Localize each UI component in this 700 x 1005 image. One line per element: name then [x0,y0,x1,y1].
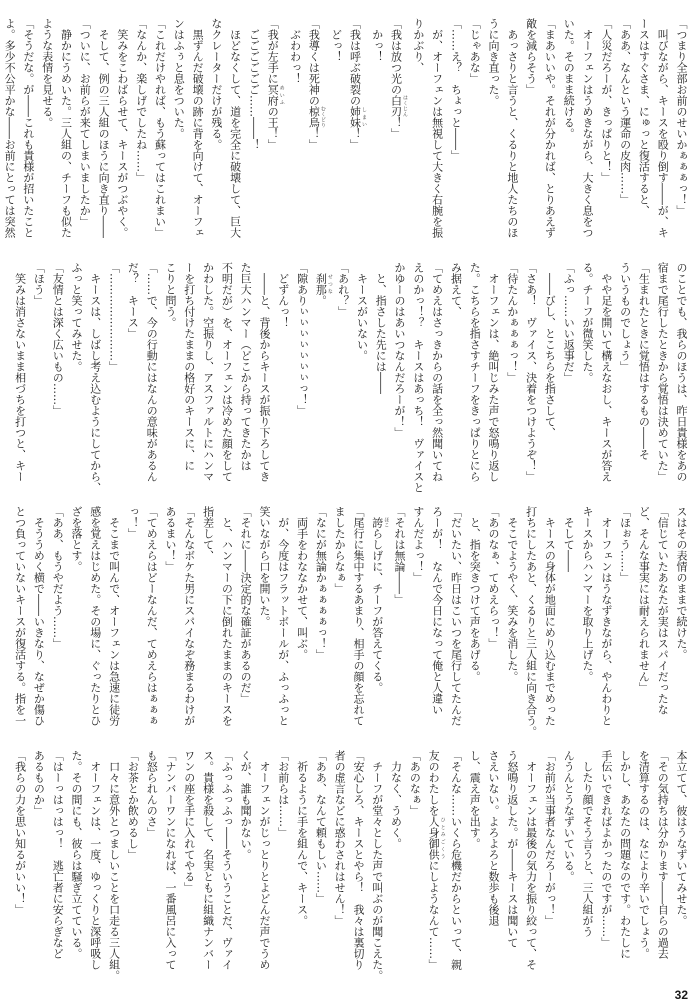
text-column: んうんとうなずいている。 [562,750,576,882]
text-column: 「ふっふっふっ――そういうことだ、ヴァイ [220,750,234,970]
text-column: ースはすぐさま、にゅっと復活すると、 [637,18,651,216]
text-column: そこまで叫んで、オーフェンは急速に徒労 [107,506,121,726]
text-column: 「我らの力を思い知るがいい！」 [13,750,27,915]
text-column: オーフェンは、一度、ゆっくりと深呼吸し [88,750,102,970]
ruby-word [314,273,333,295]
text-column: あるものか」 [32,750,46,816]
text-tier-3 [10,506,690,740]
ruby-reading: むくどり [319,106,326,128]
text-column: た巨大ハンマー（どこから持ってきたかは [239,262,253,471]
text-column: えのかっ！？ キースはあっち！ ヴァイスと [411,262,425,493]
text-column: と、指を突きつけて声をあげる。 [468,506,482,682]
text-column: そううめく横で――いきなり、なぜか傷ひ [32,506,46,726]
text-column: 手伝いできればよかったのですが……」 [599,750,613,948]
text-column: 笑いながら口を開いた。 [257,506,271,627]
text-column: 「待たんかぁぁぁっ！」 [505,262,519,383]
text-column: 宿まで尾行したときから覚悟は決めていた」 [656,262,670,482]
text-column: オーフェンがじっとりとよどんだ声でうめ [257,750,271,970]
text-column: かゆーのはあいつなんだろーが！」 [393,262,407,438]
text-column: 笑みは消さないまま相づちを打つと、キー [13,262,27,482]
text-column: 「そうだな。が――これも貴様が招いたこと [21,18,35,238]
text-column: 祈るように手を組んで、キース。 [295,750,309,926]
text-run: ！」 [348,128,362,150]
text-column: ――びし、とこちらを指さして、 [543,262,557,438]
text-column: 「……え？ ちょっと――」 [449,18,463,161]
text-column [386,18,408,252]
text-column: オーフェンは、絶叫じみた声で怒鳴り返し [487,262,501,482]
text-column: キースは、しばし考え込むようにしてから、 [88,262,102,493]
ruby-word [348,106,367,128]
text-run: 「我が左手に [266,18,280,84]
ruby-reading: しまい [360,106,367,128]
text-column: キースからハンマーを取り上げた。 [581,506,595,682]
text-column: が、オーフェンは無視して大きく右腕を振 [430,18,444,238]
text-column: 口々に意外とつましいことを口走る三人組。 [107,750,121,981]
text-column: も怒られんのさ」 [145,750,159,838]
ruby-base: 人身御供 [427,816,441,860]
text-column: かっ！ [370,18,384,62]
text-column: 力なく、うめく。 [389,750,403,849]
text-column: 「てめえはさっきからの話を全っ然聞いてね [430,262,444,482]
text-column: た。その間にも、彼らは騒ぎ立てている。 [70,750,83,959]
ruby-base: 誇 [370,517,384,528]
text-column: 打ちにしたあと、くるりと三人組に向き合う。 [524,506,538,737]
text-column: 「生まれたときに覚悟はするもの――そ [637,262,651,460]
text-column: っ！」 [126,506,140,539]
text-column: ワンの座を手に入れてやる」 [182,750,196,893]
text-column: み据えて、 [449,262,463,317]
text-column: ろーが！ なんで今日になって俺と人違い [430,506,444,715]
text-column: 本立てて、彼はうなずいてみせた。 [675,750,688,926]
text-run: の王！」 [266,106,280,150]
text-column: た。こちらを指さすチーフをきっぱりとにら [468,262,482,482]
text-run: 友のわたしを [427,750,441,816]
text-run [314,262,327,273]
ruby-word [266,84,285,106]
text-column: キースがいない。 [355,262,369,361]
text-column: 「人災だろーが、きっぱりと！」 [599,18,613,183]
text-column: 敵を減らそう」 [524,18,538,95]
text-column: 「これだけやれば、もう蘇ってはこれまい」 [153,18,167,238]
text-column: ーを打ち付けたままの格好のキースに、に [182,262,196,471]
text-column: オーフェンは最後の気力を振り絞って、そ [524,750,538,970]
text-column: 「尾行に集中するあまり、相手の顔を忘れて [351,506,365,726]
text-column: ざを落とす。 [70,506,83,572]
text-column: 「隙ありぃぃぃぃぃぃぃっ！」 [295,262,309,416]
text-column: ど、そんな事実には耐えられません」 [637,506,651,693]
text-column: どっ！ [329,18,343,62]
text-column: 「……………………」 [107,262,121,372]
text-column: 「ああ、もうやだよう……」 [51,506,65,649]
text-column: 「まあいいや。それが分かれば、とりあえず [543,18,557,238]
text-column: 感を覚えはじめた。その場に、ぐったりとひ [88,506,102,726]
text-column: ような表情を見せる。 [40,18,54,128]
page-number: 32 [674,988,688,1002]
text-column: したり顔でそう言うと、三人組がう [581,750,595,937]
text-column: 「そんな……いくら危機だからといって、親 [449,750,463,970]
text-column: うに向き直った。 [487,18,501,106]
text-column: ふっと笑ってみせた。 [70,262,83,372]
text-run: らしげに、チーフが答えてくる。 [370,528,384,693]
text-column: そして、例の三人組のほうに向き直り―― [97,18,111,238]
ruby-word [427,816,446,860]
text-column: ほどなくして、道を完全に破壊して、巨大 [228,18,242,238]
text-column: すんだよっ！」 [411,506,425,583]
text-column: ぶわわっ！ [288,18,302,84]
text-column: 「友情とは深く広いもの……」 [51,262,65,416]
text-column [304,18,326,252]
text-run: ！」 [307,128,321,150]
text-column: キースの身体が地面にめり込むまでめった [543,506,557,726]
text-column: 「お前らは……」 [276,750,290,838]
text-column: 「安心しろ、キースとやら！ 我々は裏切り [351,750,365,970]
text-column [423,750,445,984]
text-column: とつ負っていないキースが復活する。指を一 [13,506,27,726]
ruby-base: 白刃 [389,95,403,117]
text-column: 「さあ！ ヴァイス、決着をつけようぞ！」 [524,262,538,482]
text-column: チーフが堂々とした声で叫ぶのが聞こえた。 [370,750,384,981]
text-run [371,506,384,517]
ruby-word [307,106,326,128]
text-column: だ？ キース」 [126,262,140,339]
text-column: ましたからなぁ」 [333,506,347,594]
text-column: と、ハンマーの下に倒れたままのキースを [220,506,234,726]
text-column [367,506,389,740]
text-column: 「お前が当事者なんだろーがっ！」 [543,750,557,926]
text-column: ス。貴様を殺して、名実ともに組織ナンバー [201,750,215,970]
text-tier-1 [3,18,690,252]
text-run: 「我導くは死神の [307,18,321,106]
ruby-reading: ひとみごくう [439,816,446,860]
text-column: 「その気持ちは分かります――自らの過去 [656,750,670,959]
text-column: 「ナンバーワンになれば、一番風呂に入って [163,750,177,970]
text-column: 「……で、今の行動にはなんの意味があるん [145,262,159,482]
text-column: 「ほぉう……」 [618,506,632,583]
text-column: 「信じていたあなたが実はスパイだったな [656,506,670,715]
text-column: 「あのなぁ」 [408,750,422,816]
text-column: 「ああ、なんという運命の皮肉……」 [618,18,632,205]
text-run: 。 [314,295,328,306]
text-column: と、指さした先には―― [374,262,388,394]
text-column: ンはふぅと息をついた。 [172,18,186,139]
text-column: なクレーターだけが残る。 [209,18,223,150]
text-column: 「てめえらはどーなんだ、てめえらはぁぁぁ [145,506,159,726]
text-column: 「じゃあな」 [468,18,482,84]
text-column: 笑みをこわばらせて、キースがつぶやく。 [115,18,129,238]
text-column: オーフェンはうなずきながら、やんわりと [599,506,613,726]
text-column: そして―― [562,506,576,572]
ruby-base: 椋鳥 [307,106,321,128]
ruby-reading: めいふ [278,84,285,106]
text-column: 「つまり全部お前のせいかぁぁぁっ！」 [675,18,688,216]
text-column: スはその表情のままで続けた。 [675,506,688,660]
text-column: 「はーっはっはっ！ 逃亡者に安らぎなど [51,750,65,959]
text-column: 「ついに、お前らが来てしまいましたか」 [78,18,92,227]
text-column: どずんっ！ [276,262,290,328]
text-column: 「あのなぁ、てめえらっ！」 [487,506,501,649]
text-column: 「それに――決定的な確証があるのだ」 [239,506,253,704]
text-column: 「なにが無論かぁぁぁぁっ！」 [314,506,328,660]
text-column [345,18,367,252]
text-run: 「我は放つ光の [389,18,403,95]
text-column: りかぶり、 [411,18,425,73]
text-column: あっさりと言うと、くるりと地人たちのほ [505,18,519,238]
text-column: を清算するのは、なにより辛いでしょう。 [637,750,651,959]
text-column: くが、誰も聞かない。 [239,750,253,860]
text-run: 「我は呼ぶ破裂の [348,18,362,106]
ruby-reading: せつな [326,273,333,295]
ruby-word [370,517,390,528]
text-column: 不明だが）を、オーフェンは冷めた顔をして [220,262,234,482]
text-run: にしようなんて……」 [427,860,441,970]
text-column: る。チーフが微笑した。 [581,262,595,383]
text-column: しかし、あなたの問題なのです。わたしに [618,750,632,959]
text-column: 「そんなボケた男にスパイなぞ務まるわけが [182,506,196,726]
text-column: そこでようやく、笑みを消した。 [505,506,519,682]
text-column: さえいない。よろよろと数歩も後退 [487,750,501,926]
ruby-base: 姉妹 [348,106,362,128]
text-column: やや足を開いて構えなおし、キースが答え [599,262,613,482]
text-column: が、今度はフラットボールが、ふっふっと [276,506,290,726]
text-column: 「ああ、なんて頼もしい……」 [314,750,328,904]
text-column: いた。そのまま続ける。 [562,18,576,139]
text-column: オーフェンはうめきながら、大きく息をつ [581,18,595,238]
text-column: 者の虚言などに惑わされはせん！」 [333,750,347,926]
text-tier-2 [10,262,690,496]
text-column: 「ふっ……いい返事だ」 [562,262,576,383]
text-column: 叫びながら、キースを殴り倒す――が、キ [656,18,670,238]
text-run: ！」 [389,117,403,139]
text-column: 「ほう」 [32,262,46,306]
text-column: 指差して、 [201,506,215,561]
text-column: のことでも、我らのほうは、昨日貴様をあの [675,262,688,482]
text-column: ういうものでしょう」 [618,262,632,372]
text-column: よ。多少不公平かな――お前にとっては突然 [3,18,17,238]
ruby-base: 冥府 [266,84,280,106]
text-column: かわした。空振りし、アスファルトにハンマ [201,262,215,482]
text-column: 両手をわななかせて、叫ぶ。 [295,506,309,660]
text-column: 「あれ？」 [336,262,350,317]
text-column: あるまい！」 [163,506,177,572]
ruby-word [389,95,409,117]
text-column [262,18,284,252]
ruby-reading: はくじん [402,95,409,117]
text-column: し、震え声を出す。 [468,750,482,849]
text-column: う怒鳴り返した。が――キースは聞いて [505,750,519,948]
text-tier-4 [10,750,690,984]
text-column: こりと問う。 [163,262,177,328]
ruby-base: 刹那 [314,273,328,295]
text-column: ごごごごごご……――！ [247,18,261,150]
text-column [311,262,333,496]
text-column: 「お茶とか飲めるし」 [126,750,140,860]
text-column: 「なんか、楽しげでしたね……」 [134,18,148,183]
text-column: 黒ずんだ破壊の跡に背を向けて、オーフェ [191,18,205,238]
text-column: 静かにうめいた。三人組の、チーフも似た [59,18,73,238]
text-column: ――と、背後からキースが振り下ろしてき [257,262,271,482]
text-column: 「だいたい、昨日はこいつを尾行してたんだ [449,506,463,726]
ruby-reading: ほこ [383,517,390,528]
text-column: 「それは無論――」 [393,506,407,605]
